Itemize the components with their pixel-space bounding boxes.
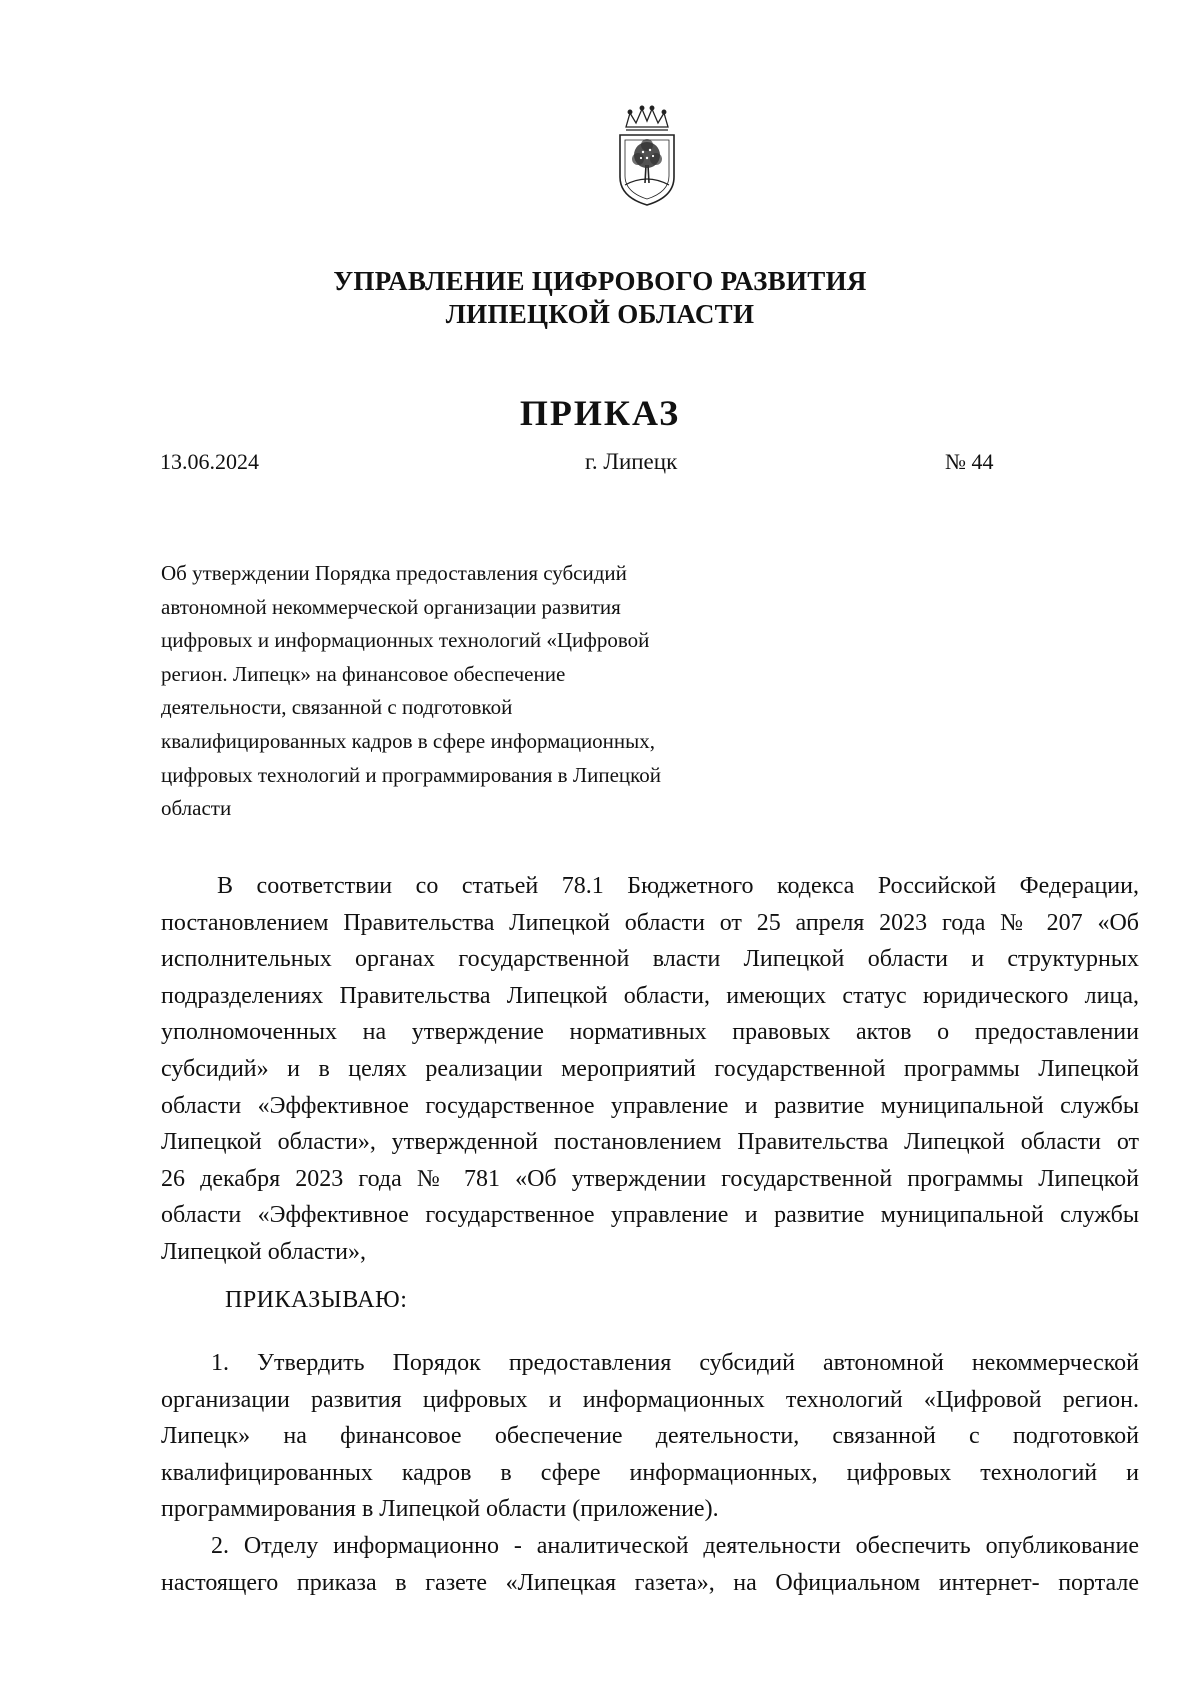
coat-of-arms-emblem <box>612 105 682 215</box>
order-items <box>161 1345 1139 1601</box>
preamble-line: области «Эффективное государственное управление и развитие муниципальной службы <box>161 1092 1139 1119</box>
preamble-line: субсидий» и в целях реализации мероприятий государственной программы Липецкой <box>161 1055 1139 1082</box>
preamble-line: уполномоченных на утверждение нормативных правовых актов о предоставлении <box>161 1019 1139 1046</box>
document-number: № 44 <box>945 449 994 474</box>
preamble-line: подразделениях Правительства Липецкой области, имеющих статус юридического лица, <box>161 982 1139 1009</box>
subject-line: регион. Липецк» на финансовое обеспечение <box>161 661 566 686</box>
subject-line: автономной некоммерческой организации развития <box>161 594 621 619</box>
subject-line: квалифицированных кадров в сфере информационных, <box>161 728 656 753</box>
item-2-line: 2. Отделу информационно - аналитической деятельности обеспечить опубликование <box>211 1532 1139 1559</box>
document-date: 13.06.2024 <box>160 449 259 474</box>
document-city: г. Липецк <box>585 449 678 474</box>
item-1-line: организации развития цифровых и информационных технологий «Цифровой регион. <box>161 1386 1139 1413</box>
subject-line: цифровых и информационных технологий «Цифровой <box>161 628 650 653</box>
item-1-line: 1. Утвердить Порядок предоставления субсидий автономной некоммерческой <box>211 1350 1139 1376</box>
item-1-line: квалифицированных кадров в сфере информационных, цифровых технологий и <box>161 1459 1139 1486</box>
item-1-line: программирования в Липецкой области (приложение). <box>161 1496 719 1523</box>
organization-title-line-2: ЛИПЕЦКОЙ ОБЛАСТИ <box>445 299 755 329</box>
organization-title <box>300 265 900 331</box>
subject-line: области <box>161 796 232 821</box>
subject-line: деятельности, связанной с подготовкой <box>161 695 513 720</box>
preamble-line: В соответствии со статьей 78.1 Бюджетного кодекса Российской Федерации, <box>217 873 1139 899</box>
item-2-line: настоящего приказа в газете «Липецкая газета», на Официальном интернет- портале <box>161 1569 1139 1596</box>
preamble-line: Липецкой области», <box>161 1238 366 1265</box>
preamble-line: постановлением Правительства Липецкой области от 25 апреля 2023 года № 207 «Об <box>161 909 1139 936</box>
organization-title-line-1: УПРАВЛЕНИЕ ЦИФРОВОГО РАЗВИТИЯ <box>333 266 867 296</box>
item-1-line: Липецк» на финансовое обеспечение деятельности, связанной с подготовкой <box>161 1423 1139 1450</box>
preamble-line: Липецкой области», утвержденной постановлением Правительства Липецкой области от <box>161 1129 1139 1156</box>
subject-line: цифровых технологий и программирования в Липецкой <box>161 762 662 787</box>
document-subject <box>161 557 721 826</box>
preamble-line: области «Эффективное государственное управление и развитие муниципальной службы <box>161 1202 1139 1229</box>
preamble-line: 26 декабря 2023 года № 781 «Об утверждении государственной программы Липецкой <box>161 1165 1139 1192</box>
preamble-line: исполнительных органах государственной власти Липецкой области и структурных <box>161 946 1139 973</box>
preamble-paragraph <box>161 868 1139 1271</box>
subject-line: Об утверждении Порядка предоставления субсидий <box>161 561 627 585</box>
orders-heading: ПРИКАЗЫВАЮ: <box>225 1287 408 1313</box>
document-type-title: ПРИКАЗ <box>519 393 681 433</box>
